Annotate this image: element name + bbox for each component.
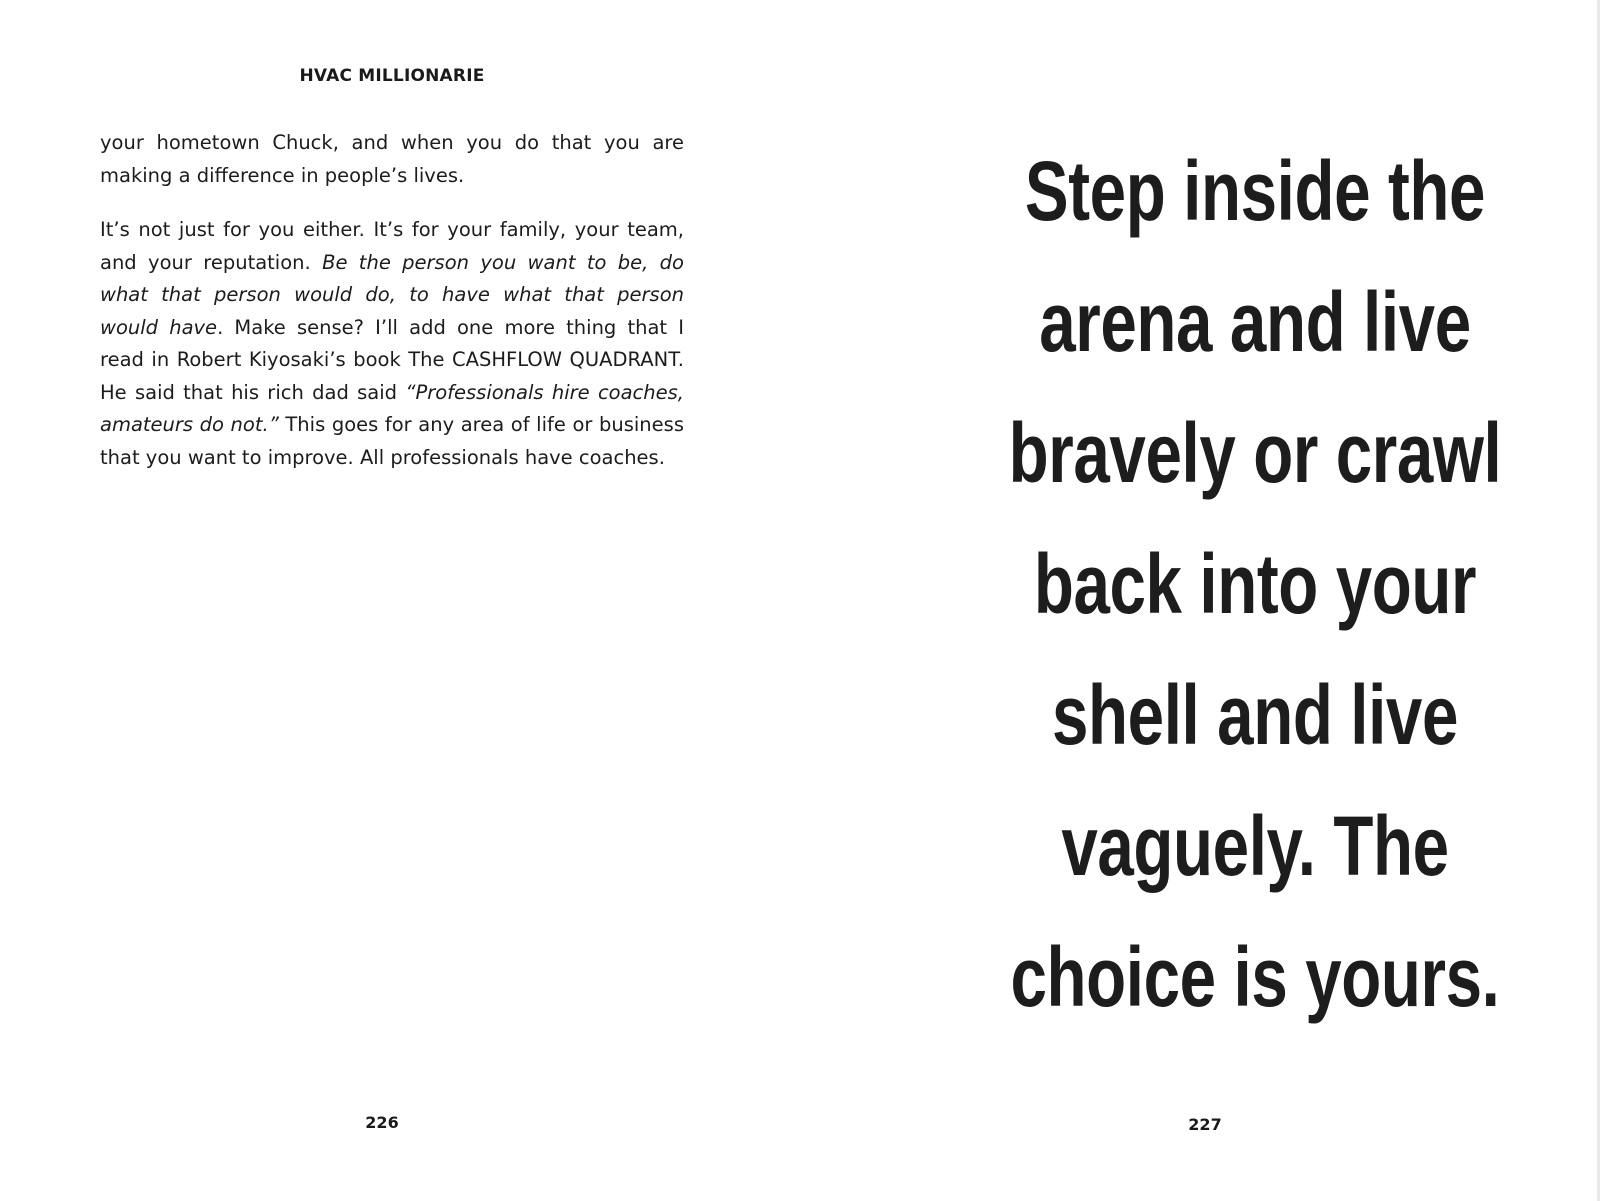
paragraph-2-part-5: This goes for any area of life or business that you want to improve. All professionals have coaches. — [100, 413, 684, 469]
page-number-right: 227 — [1188, 1115, 1222, 1134]
paragraph-2-part-3: . Make sense? I’ll add one more thing that I read in Robert Kiyosaki’s book The CASHFLOW QUADRANT. He said that his rich dad said — [100, 315, 684, 404]
running-header: HVAC MILLIONARIE — [299, 66, 485, 86]
quote-line: Step inside the — [1024, 144, 1486, 238]
quote-line: bravely or crawl — [1008, 406, 1502, 500]
paragraph-2 — [100, 214, 684, 474]
quote-line: vaguely. The — [1061, 799, 1449, 893]
quote-line: arena and live — [1039, 275, 1471, 369]
paragraph-2-part-1: It’s not just for you either. It’s for your family, your team, and your reputation. — [100, 218, 684, 274]
paragraph-2-italic-quote: “Professionals hire coaches, amateurs do not.” — [100, 380, 684, 436]
paragraph-1: your hometown Chuck, and when you do that you are making a difference in people’s lives. — [100, 131, 684, 187]
quote-line: back into your — [1033, 537, 1477, 631]
left-page — [0, 0, 790, 1201]
paragraph-2-italic-1: Be the person you want to be, do what that person would do, to have what that person would have — [100, 250, 684, 339]
quote-line: choice is yours. — [1010, 930, 1500, 1024]
pull-quote — [900, 126, 1600, 1043]
quote-line: shell and live — [1051, 668, 1459, 762]
body-text — [100, 127, 684, 496]
page-number-left: 226 — [365, 1113, 399, 1132]
